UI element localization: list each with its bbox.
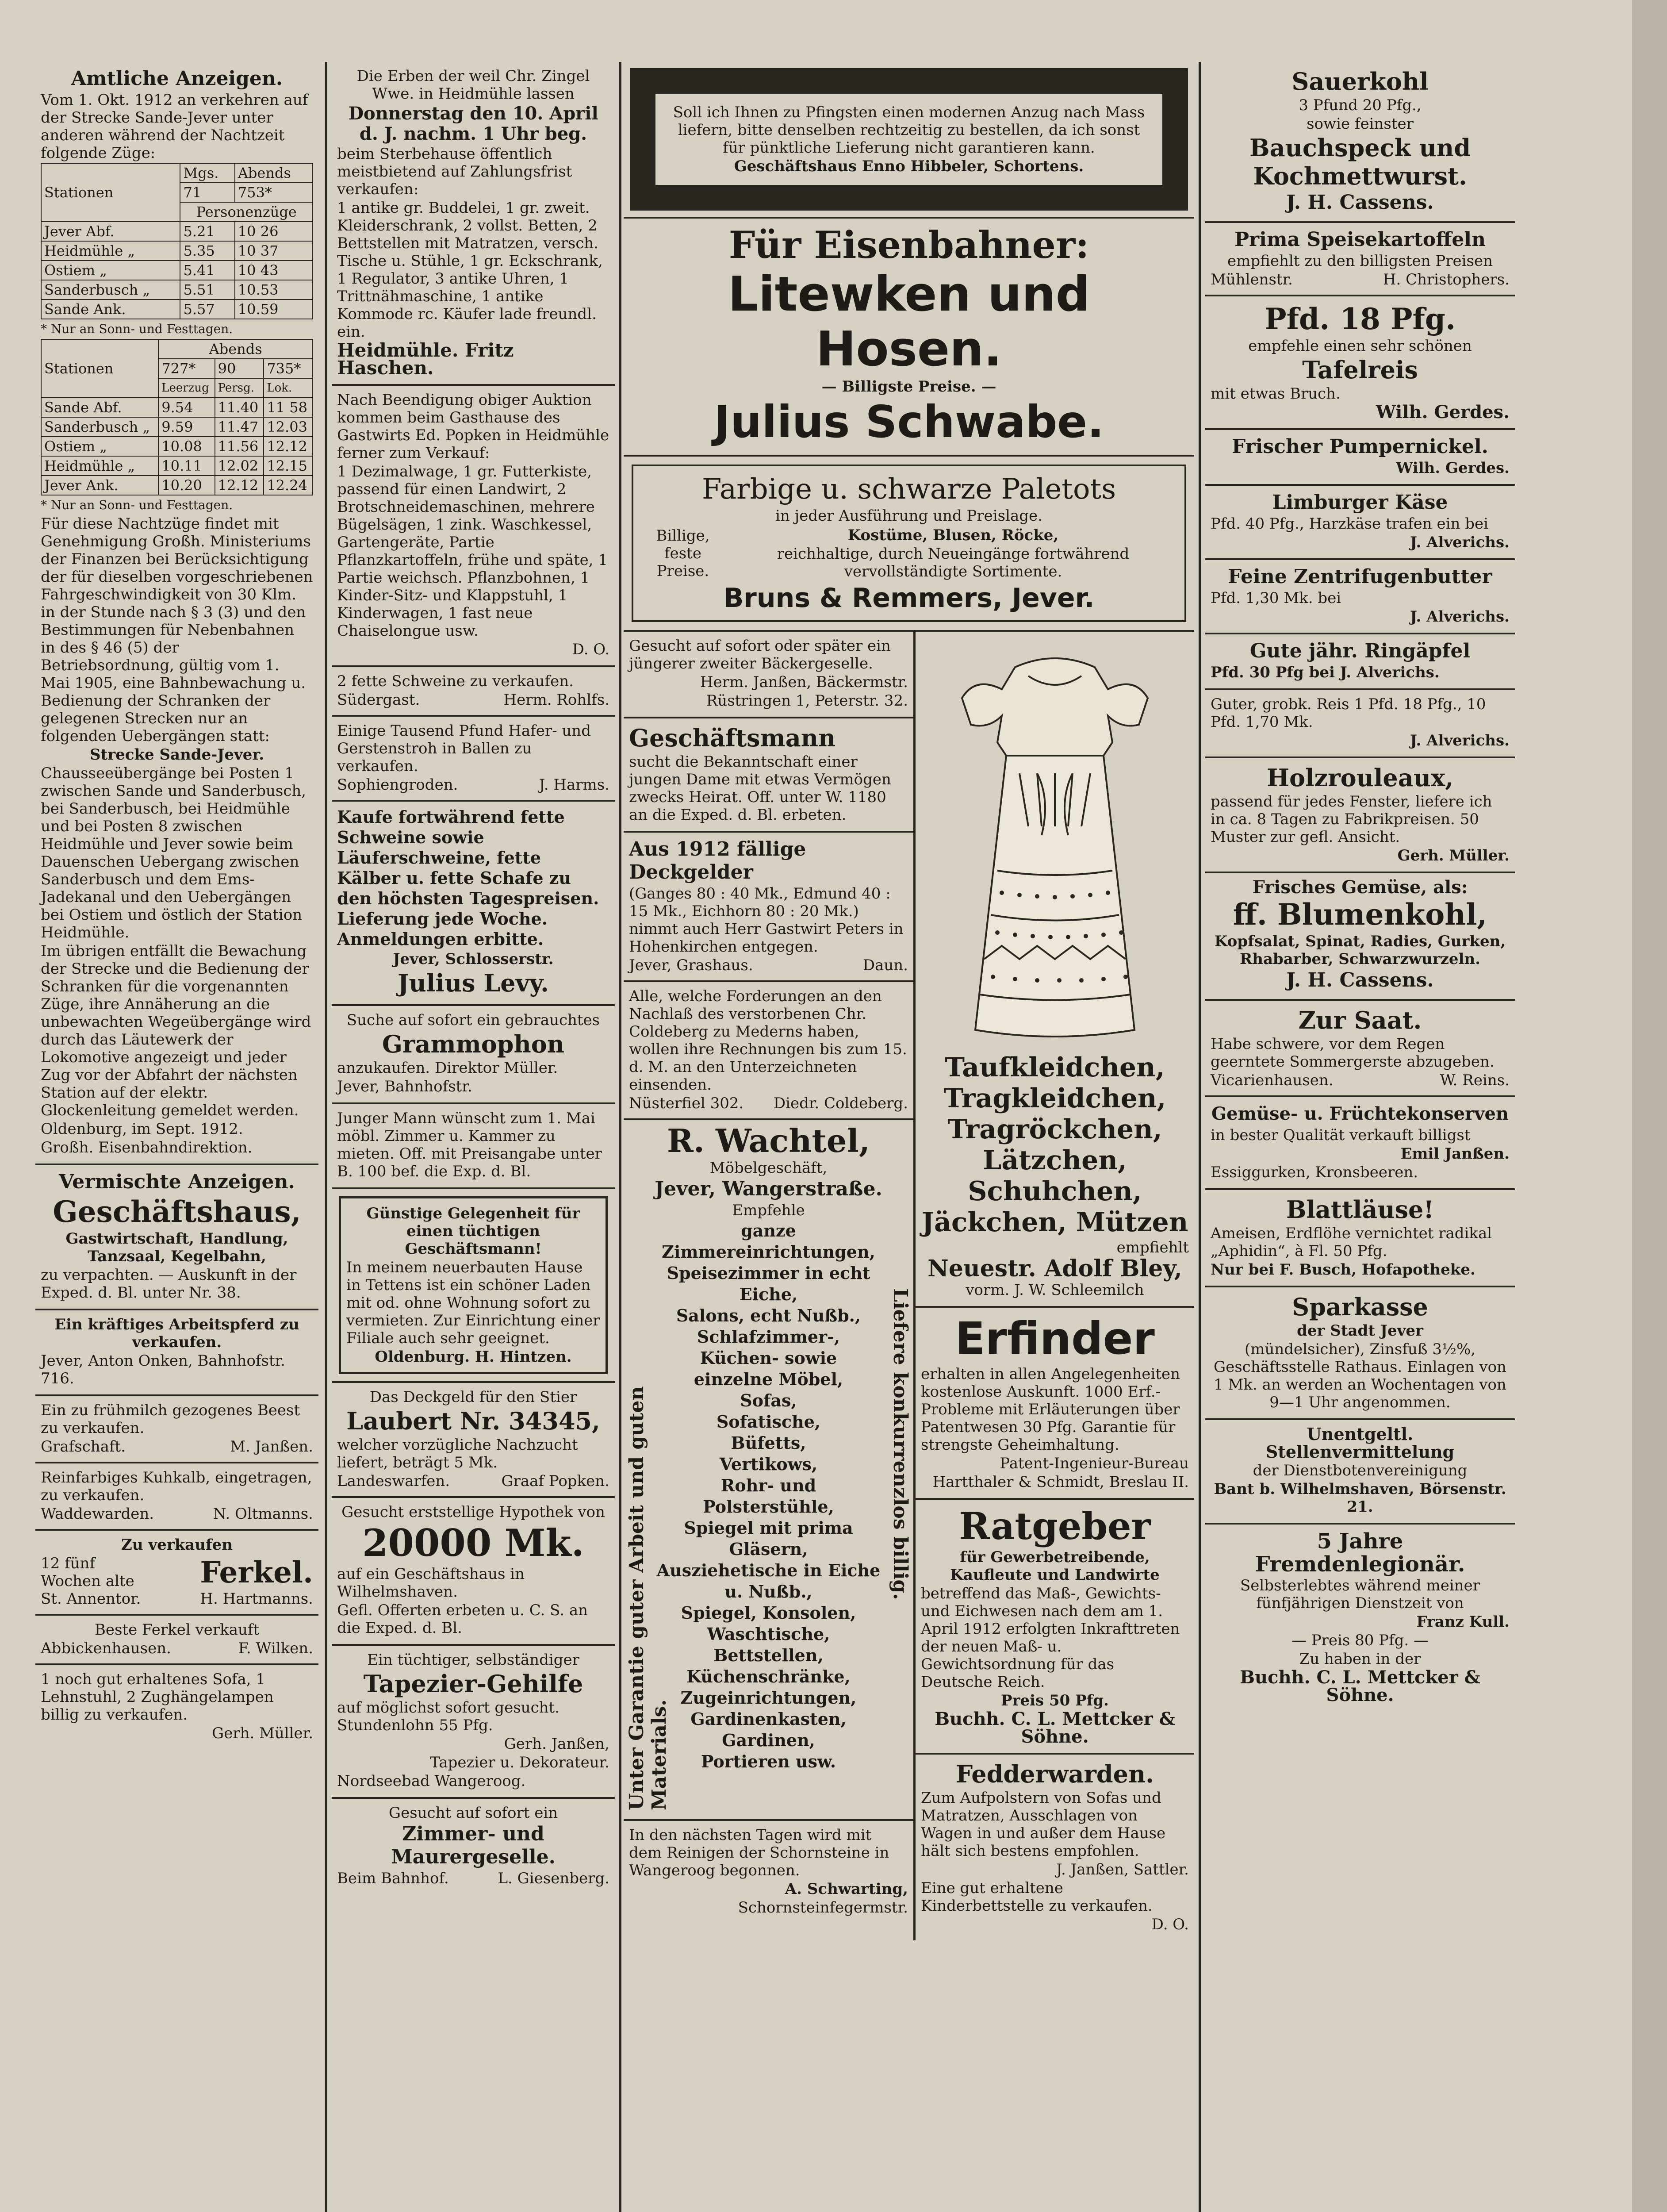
table-note: * Nur an Sonn- und Festtagen. bbox=[41, 322, 233, 336]
ad-title: 5 Jahre Fremdenlegionär. bbox=[1255, 1529, 1465, 1577]
ad-text: Ein zu frühmilch gezogenes Beest zu verkaufen. bbox=[41, 1402, 300, 1437]
ad-estate bbox=[624, 982, 913, 1120]
ad-straw bbox=[332, 717, 615, 802]
ad-pretitle: Ein tüchtiger, selbständiger bbox=[367, 1651, 579, 1669]
ad-butter bbox=[1205, 560, 1515, 634]
ad-title: Bauchspeck und Kochmettwurst. bbox=[1249, 134, 1471, 190]
ad-calf bbox=[35, 1463, 318, 1531]
ad-auction-zingel bbox=[332, 62, 615, 386]
ad-wachtel bbox=[624, 1120, 913, 1821]
ad-place: Waddewarden. bbox=[41, 1505, 154, 1523]
ad-text: Nach Beendigung obiger Auktion kommen beim Gasthause des Gastwirts Ed. Popken in Heidmühle ferner zum Verkauf: bbox=[337, 391, 609, 462]
ad-apple-rings bbox=[1205, 634, 1515, 690]
ad-title: Günstige Gelegenheit für einen tüchtigen Geschäftsmann! bbox=[366, 1205, 580, 1258]
ad-place: Nüsterfiel 302. bbox=[629, 1094, 744, 1112]
table-row: Sanderbusch „ 9.59 11.47 12.03 bbox=[41, 417, 313, 437]
ad-text: Selbsterlebtes während meiner fünfjährigen Dienstzeit von bbox=[1240, 1577, 1480, 1612]
list-item: Sofas, bbox=[740, 1390, 797, 1410]
ad-title: Pfd. 18 Pfg. bbox=[1264, 302, 1456, 336]
ad-place: St. Annentor. bbox=[41, 1590, 141, 1608]
ad-title: Erfinder bbox=[955, 1313, 1155, 1364]
ad-signature: D. O. bbox=[1151, 1916, 1189, 1933]
list-item: Spiegel, Konsolen, bbox=[681, 1603, 856, 1623]
table-row: Jever Ank. 10.20 12.12 12.24 bbox=[41, 476, 313, 495]
christening-dress-illustration bbox=[949, 641, 1161, 1048]
ad-roller-blinds bbox=[1205, 758, 1515, 873]
ad-price: Preis 50 Pfg. bbox=[1001, 1692, 1109, 1709]
ad-savings-bank bbox=[1205, 1287, 1515, 1420]
ad-text: auf möglichst sofort gesucht. Stundenlohn 55 Pfg. bbox=[337, 1699, 559, 1734]
table-row: Sande Ank. 5.57 10.59 bbox=[41, 300, 313, 319]
ad-signature: Herm. Janßen, Bäckermstr. bbox=[700, 673, 908, 691]
ad-text: Essiggurken, Kronsbeeren. bbox=[1211, 1164, 1418, 1181]
ad-text: der Dienstbotenvereinigung bbox=[1253, 1462, 1468, 1479]
ad-title: 20000 Mk. bbox=[362, 1521, 584, 1565]
ad-text: Pfd. 40 Pfg., Harzkäse trafen ein bei bbox=[1211, 515, 1488, 533]
table-row: Sande Abf. 9.54 11.40 11 58 bbox=[41, 398, 313, 417]
ad-signature: Gerh. Janßen, bbox=[504, 1735, 609, 1753]
table-header: 753* bbox=[235, 183, 313, 202]
column-3 bbox=[624, 62, 1194, 1940]
ad-text: Kaufe fortwährend fette Schweine sowie Läuferschweine, fette Kälber u. fette Schafe zu den höchsten Tagespreisen. Lieferung jede Woche. Anmeldungen erbitte. bbox=[337, 807, 599, 949]
table-row: Sanderbusch „ 5.51 10.53 bbox=[41, 280, 313, 300]
ad-title: Gute jähr. Ringäpfel bbox=[1249, 640, 1471, 662]
ad-text: auf ein Geschäftshaus in Wilhelmshaven. bbox=[337, 1565, 525, 1601]
ad-title: Tafelreis bbox=[1302, 356, 1418, 384]
ad-mortgage bbox=[332, 1498, 615, 1646]
list-item: ganze Zimmereinrichtungen, bbox=[662, 1221, 875, 1262]
ad-signature: Oldenburg. H. Hintzen. bbox=[375, 1348, 572, 1366]
ad-signature: F. Wilken. bbox=[238, 1640, 313, 1657]
ad-pretitle: Suche auf sofort ein gebrauchtes bbox=[346, 1011, 600, 1029]
ad-vertical-text: Unter Garantie guter Arbeit und guten Materials. bbox=[625, 1386, 671, 1810]
table-header: Abends bbox=[158, 339, 313, 359]
list-item: Ausziehetische in Eiche u. Nußb., bbox=[656, 1560, 881, 1601]
ad-signature: Wilh. Gerdes. bbox=[1376, 402, 1510, 422]
list-item: Speisezimmer in echt Eiche, bbox=[667, 1263, 870, 1304]
ad-room-wanted bbox=[332, 1104, 615, 1189]
ad-title: Frischer Pumpernickel. bbox=[1232, 435, 1488, 458]
ad-vegetables bbox=[1205, 873, 1515, 1001]
ad-title: Fedderwarden. bbox=[955, 1760, 1154, 1788]
table-header: 735* bbox=[264, 359, 313, 378]
table-header: Stationen bbox=[41, 339, 158, 398]
ad-signature: J. H. Cassens. bbox=[1286, 969, 1434, 991]
ad-coarse-rice bbox=[1205, 690, 1515, 758]
ad-text: Ameisen, Erdflöhe vernichtet radikal „Aphidin“, à Fl. 50 Pfg. bbox=[1211, 1225, 1492, 1260]
ad-signature: J. Alverichs. bbox=[1410, 534, 1510, 551]
ad-pretitle: Gesucht auf sofort ein bbox=[388, 1804, 558, 1822]
ad-upholsterer bbox=[332, 1646, 615, 1799]
table-header: Mgs. bbox=[180, 163, 234, 183]
ad-list: 1 antike gr. Buddelei, 1 gr. zweit. Kleiderschrank, 2 vollst. Betten, 2 Bettstellen mit Matratzen, versch. Tische u. Stühle, 1 gr. Eckschrank, 1 Regulator, 3 antike Uhren, 1 Trittnähmaschine, 1 antike Kommode rc. Käufer lade freundl. ein. bbox=[337, 199, 603, 341]
ad-text: Billige, feste Preise. bbox=[656, 527, 710, 580]
table-header: 90 bbox=[215, 359, 264, 378]
ad-sauerkraut bbox=[1205, 62, 1515, 223]
ad-signature: Neuestr. Adolf Bley, bbox=[927, 1255, 1182, 1282]
column-3-lower bbox=[624, 632, 1194, 1940]
ad-text: 12 fünf Wochen alte bbox=[41, 1555, 134, 1590]
ad-pretitle: Das Deckgeld für den Stier bbox=[369, 1388, 577, 1406]
ad-text: Pfd. 30 Pfg bei J. Alverichs. bbox=[1211, 664, 1440, 681]
ad-place: Landeswarfen. bbox=[337, 1472, 450, 1490]
ad-text: Beste Ferkel verkauft bbox=[94, 1621, 260, 1639]
ad-baker bbox=[624, 632, 913, 718]
table-header: Personenzüge bbox=[180, 202, 313, 222]
ad-subtitle: in jeder Ausführung und Preislage. bbox=[775, 507, 1042, 525]
ad-text: Zum Aufpolstern von Sofas und Matratzen, Ausschlagen von Wagen in und außer dem Hause hält sich bestens empfohlen. bbox=[921, 1789, 1166, 1860]
ad-signature: Nur bei F. Busch, Hofapotheke. bbox=[1211, 1261, 1475, 1279]
ad-levy bbox=[332, 802, 615, 1006]
ad-pretitle: empfiehlt bbox=[1116, 1239, 1189, 1256]
ad-place: Grafschaft. bbox=[41, 1438, 126, 1455]
ad-signature: Julius Schwabe. bbox=[713, 396, 1104, 448]
ad-text: betreffend das Maß-, Gewichts- und Eichwesen nach dem am 1. April 1912 erfolgten Inkrafttreten der neuen Maß- u. Gewichtsordnung für das Deutsche Reich. bbox=[921, 1585, 1180, 1691]
ad-chimney bbox=[624, 1821, 913, 1924]
ad-signature: H. Hartmanns. bbox=[200, 1590, 313, 1608]
ad-title: Ein kräftiges Arbeitspferd zu verkaufen. bbox=[54, 1316, 299, 1351]
ad-hintzen bbox=[332, 1189, 615, 1383]
list-item: Bettstellen, bbox=[713, 1645, 824, 1665]
ad-place: Beim Bahnhof. bbox=[337, 1870, 449, 1887]
ad-signature: Hartthaler & Schmidt, Breslau II. bbox=[932, 1473, 1189, 1491]
ad-text: reichhaltige, durch Neueingänge fortwährend vervollständigte Sortimente. bbox=[777, 545, 1130, 580]
ad-title: Aus 1912 fällige Deckgelder bbox=[629, 838, 806, 883]
ad-subtitle: für Gewerbetreibende, Kaufleute und Landwirte bbox=[950, 1548, 1160, 1584]
ad-foreign-legion bbox=[1205, 1525, 1515, 1711]
ad-signature: Gerh. Müller. bbox=[212, 1724, 313, 1742]
ad-place: Nordseebad Wangeroog. bbox=[337, 1772, 526, 1790]
ad-text: In den nächsten Tagen wird mit dem Reinigen der Schornsteine in Wangeroog begonnen. bbox=[629, 1826, 889, 1879]
ad-pretitle: Empfehle bbox=[732, 1202, 805, 1219]
ad-auction-popken bbox=[332, 386, 615, 667]
table-note: * Nur an Sonn- und Festtagen. bbox=[41, 498, 233, 512]
ad-signature: H. Christophers. bbox=[1383, 271, 1510, 288]
ad-preserves bbox=[1205, 1097, 1515, 1190]
ad-signature: Gerh. Müller. bbox=[1397, 847, 1510, 864]
list-item: Rohr- und Polsterstühle, bbox=[703, 1475, 834, 1517]
misc-ads-heading: Vermischte Anzeigen. bbox=[59, 1171, 295, 1193]
ad-text: empfiehlt zu den billigsten Preisen bbox=[1227, 252, 1493, 270]
ad-schwabe bbox=[624, 219, 1194, 457]
list-item: Taufkleidchen, bbox=[945, 1052, 1165, 1083]
ad-title: Litewken und Hosen. bbox=[728, 267, 1090, 377]
ad-signature: L. Giesenberg. bbox=[498, 1870, 609, 1887]
ad-text: (Ganges 80 : 40 Mk., Edmund 40 : 15 Mk., Eichhorn 80 : 20 Mk.) nimmt auch Herr Gastwirt Peters in Hohenkirchen entgegen. bbox=[629, 885, 904, 956]
ad-date: Donnerstag den 10. April d. J. nachm. 1 Uhr beg. bbox=[348, 103, 598, 144]
ad-signature: Patent-Ingenieur-Bureau bbox=[1000, 1455, 1189, 1472]
ad-piglets bbox=[35, 1531, 318, 1616]
ad-text: beim Sterbehause öffentlich meistbietend auf Zahlungsfrist verkaufen: bbox=[337, 145, 572, 198]
ad-list: 1 Dezimalwage, 1 gr. Futterkiste, passend für einen Landwirt, 2 Brotschneidemaschinen, mehrere Bügelsägen, 1 zink. Waschkessel, Gartengeräte, Partie Pflanzkartoffeln, frühe und späte, 1 Partie weichsch. Pflanzbohnen, 1 Kinder-Sitz- und Klappstuhl, 1 Kinderwagen, 1 fast neue Chaiselongue usw. bbox=[337, 463, 608, 640]
ad-inventor bbox=[916, 1308, 1194, 1500]
ad-title: ff. Blumenkohl, bbox=[1233, 897, 1487, 932]
ad-text: 1 noch gut erhaltenes Sofa, 1 Lehnstuhl, 2 Zughängelampen billig zu verkaufen. bbox=[41, 1671, 274, 1724]
table-header: Abends bbox=[235, 163, 313, 183]
ad-text: sowie feinster bbox=[1307, 115, 1414, 133]
ad-item-list bbox=[655, 1220, 882, 1772]
ad-pretitle: Frisches Gemüse, als: bbox=[1252, 877, 1468, 898]
ad-text: Alle, welche Forderungen an den Nachlaß des verstorbenen Chr. Coldeberg zu Mederns haben, wollen ihre Rechnungen bis zum 15. d. M. an den Unterzeichneten einsenden. bbox=[629, 987, 907, 1094]
ad-signature: J. Alverichs. bbox=[1410, 608, 1510, 626]
ad-subtitle: Gastwirtschaft, Handlung, Tanzsaal, Kegelbahn, bbox=[65, 1230, 288, 1265]
list-item: Büfetts, bbox=[731, 1433, 806, 1453]
ad-signature: Bant b. Wilhelmshaven, Börsenstr. 21. bbox=[1214, 1480, 1506, 1516]
ad-advisor bbox=[916, 1500, 1194, 1755]
ad-signature: J. Janßen, Sattler. bbox=[1056, 1861, 1189, 1878]
list-item: Gardinenkasten, bbox=[690, 1709, 847, 1729]
ad-rice bbox=[1205, 296, 1515, 430]
ad-title: Geschäftshaus, bbox=[53, 1194, 301, 1229]
list-item: Lätzchen, bbox=[983, 1145, 1127, 1176]
ad-signature: J. Harms. bbox=[539, 776, 609, 794]
ad-signature: Heidmühle. Fritz Haschen. bbox=[337, 339, 514, 379]
table-header: 727* bbox=[158, 359, 215, 378]
ad-signature: Schornsteinfegermstr. bbox=[738, 1899, 908, 1916]
ad-text: 3 Pfund 20 Pfg., bbox=[1299, 96, 1422, 114]
ad-text: mit etwas Bruch. bbox=[1211, 385, 1341, 403]
ad-text: welcher vorzügliche Nachzucht liefert, beträgt 5 Mk. bbox=[337, 1436, 578, 1471]
column-3-right bbox=[916, 632, 1194, 1940]
ad-title: Tapezier-Gehilfe bbox=[363, 1670, 583, 1698]
ad-vertical-text: Liefere konkurrenzlos billig. bbox=[889, 1288, 912, 1600]
ad-text: zu verpachten. — Auskunft in der Exped. d. Bl. unter Nr. 38. bbox=[41, 1266, 297, 1302]
ad-sofa bbox=[35, 1665, 318, 1749]
table-row: Ostiem „ 10.08 11.56 12.12 bbox=[41, 437, 313, 456]
ad-bruns bbox=[624, 457, 1194, 632]
ad-title: Grammophon bbox=[382, 1030, 565, 1058]
ad-place: Abbickenhausen. bbox=[41, 1640, 171, 1657]
ad-gramophone bbox=[332, 1006, 615, 1104]
ad-signature: Herm. Rohlfs. bbox=[503, 691, 609, 709]
ad-signature: Graaf Popken. bbox=[501, 1472, 609, 1490]
column-2 bbox=[332, 62, 615, 1893]
list-item: einzelne Möbel, bbox=[694, 1369, 843, 1389]
ad-text: Kopfsalat, Spinat, Radies, Gurken, Rhabarber, Schwarzwurzeln. bbox=[1214, 933, 1506, 968]
ad-text: passend für jedes Fenster, liefere ich in ca. 8 Tagen zu Fabrikpreisen. 50 Muster zur gefl. Ansicht. bbox=[1211, 793, 1492, 846]
ad-signature: Bruns & Remmers, Jever. bbox=[723, 583, 1095, 614]
ad-title: Prima Speisekartoffeln bbox=[1234, 228, 1486, 251]
ad-place: Vicarienhausen. bbox=[1211, 1071, 1334, 1089]
list-item: Waschtische, bbox=[707, 1624, 830, 1644]
ad-cow bbox=[35, 1396, 318, 1463]
official-notices-signature: Großh. Eisenbahndirektion. bbox=[41, 1139, 253, 1156]
ad-bley bbox=[916, 632, 1194, 1308]
ad-text: Guter, grobk. Reis 1 Pfd. 18 Pfg., 10 Pfd. 1,70 Mk. bbox=[1211, 695, 1486, 731]
official-notices-heading: Amtliche Anzeigen. bbox=[71, 67, 283, 90]
ad-text: Die Erben der weil Chr. Zingel Wwe. in Heidmühle lassen bbox=[356, 67, 590, 103]
ad-text: Gesucht auf sofort oder später ein jüngerer zweiter Bäckergeselle. bbox=[629, 637, 891, 672]
ad-pretitle: Gesucht erststellige Hypothek von bbox=[341, 1503, 605, 1521]
ad-text: Eine gut erhaltene Kinderbettstelle zu verkaufen. bbox=[921, 1879, 1153, 1915]
table-header: Stationen bbox=[41, 163, 180, 222]
column-3-left bbox=[624, 632, 916, 1940]
official-notices-subheading: Strecke Sande-Jever. bbox=[89, 746, 264, 764]
ad-stud-fees bbox=[624, 833, 913, 982]
table-row: Ostiem „ 5.41 10 43 bbox=[41, 261, 313, 280]
ad-signature: Buchh. C. L. Mettcker & Söhne. bbox=[935, 1709, 1175, 1747]
ad-text: (mündelsicher), Zinsfuß 3½%, Geschäftsstelle Rathaus. Einlagen von 1 Mk. an werden an Wochentagen von 9—1 Uhr angenommen. bbox=[1214, 1340, 1506, 1411]
ad-subtitle: der Stadt Jever bbox=[1297, 1322, 1423, 1340]
page-edge bbox=[1632, 0, 1667, 2212]
ad-signature: Daun. bbox=[862, 956, 908, 974]
ad-seed bbox=[1205, 1001, 1515, 1097]
ad-signature: D. O. bbox=[572, 641, 609, 658]
ad-pumpernickel bbox=[1205, 430, 1515, 486]
ad-signature: Wilh. Gerdes. bbox=[1396, 459, 1510, 477]
list-item: Küchenschränke, bbox=[686, 1667, 851, 1686]
list-item: Tragkleidchen, bbox=[943, 1083, 1166, 1114]
ad-potatoes bbox=[1205, 223, 1515, 296]
ad-text: Soll ich Ihnen zu Pfingsten einen modernen Anzug nach Mass liefern, bitte denselben rechtzeitig zu bestellen, da ich sonst für pünktliche Lieferung nicht garantieren kann. bbox=[673, 104, 1145, 157]
ad-cheese bbox=[1205, 486, 1515, 560]
column-rule bbox=[1199, 62, 1201, 2212]
ad-text: Einige Tausend Pfund Hafer- und Gerstenstroh in Ballen zu verkaufen. bbox=[337, 722, 591, 775]
ad-text: 2 fette Schweine zu verkaufen. bbox=[337, 672, 574, 690]
ad-title: Blattläuse! bbox=[1286, 1195, 1434, 1224]
list-item: Zugeinrichtungen, bbox=[680, 1688, 857, 1708]
ad-title: R. Wachtel, bbox=[667, 1122, 870, 1160]
ad-title: Zimmer- und Maurergeselle. bbox=[391, 1823, 556, 1868]
ad-signature: J. Alverichs. bbox=[1410, 732, 1510, 749]
ad-title: Sauerkohl bbox=[1291, 67, 1429, 96]
ad-text: Habe schwere, vor dem Regen geerntete Sommergerste abzugeben. bbox=[1211, 1035, 1495, 1071]
ad-signature: J. H. Cassens. bbox=[1286, 191, 1434, 214]
ad-text: Pfd. 1,30 Mk. bei bbox=[1211, 589, 1341, 607]
ad-title: Julius Levy. bbox=[398, 969, 549, 997]
ad-text: In meinem neuerbauten Hause in Tettens ist ein schöner Laden mit od. ohne Wohnung sofort zu vermieten. Zur Einrichtung einer Filiale auch sehr geeignet. bbox=[346, 1259, 600, 1347]
ad-place: Jever, Grashaus. bbox=[629, 956, 753, 974]
ad-title: Unentgeltl. Stellenvermittelung bbox=[1265, 1424, 1455, 1462]
ad-text: Zu haben in der bbox=[1299, 1650, 1421, 1668]
ad-signature: A. Schwarting, bbox=[785, 1880, 908, 1898]
ad-signature: Diedr. Coldeberg. bbox=[773, 1094, 908, 1112]
ad-signature: Emil Janßen. bbox=[1400, 1145, 1510, 1163]
ad-subtitle: Möbelgeschäft, bbox=[709, 1159, 828, 1177]
ad-title: Für Eisenbahner: bbox=[728, 223, 1089, 267]
list-item: Jäckchen, Mützen bbox=[921, 1207, 1188, 1238]
column-4 bbox=[1205, 62, 1515, 1711]
ad-title: Feine Zentrifugenbutter bbox=[1228, 565, 1492, 588]
ad-item-list bbox=[921, 1052, 1189, 1238]
ad-text: empfehle einen sehr schönen bbox=[1248, 337, 1472, 355]
official-notices bbox=[35, 62, 318, 1165]
column-rule bbox=[619, 62, 621, 2212]
ad-title: Ferkel. bbox=[200, 1555, 313, 1590]
list-item: Schlafzimmer-, bbox=[697, 1327, 840, 1347]
timetable-1 bbox=[41, 163, 313, 319]
ad-place: Mühlenstr. bbox=[1211, 271, 1293, 288]
ad-job-agency bbox=[1205, 1420, 1515, 1525]
ad-title: Farbige u. schwarze Paletots bbox=[701, 473, 1116, 506]
ad-signature: Jever, Anton Onken, Bahnhofstr. 716. bbox=[41, 1352, 285, 1387]
list-item: Gardinen, bbox=[722, 1730, 815, 1750]
list-item: Tragröckchen, bbox=[947, 1114, 1162, 1145]
ad-title: Gemüse- u. Früchtekonserven bbox=[1211, 1103, 1509, 1124]
ad-pigs bbox=[332, 667, 615, 717]
ad-title: Geschäftsmann bbox=[629, 724, 836, 752]
ad-title: Laubert Nr. 34345, bbox=[346, 1407, 600, 1435]
ad-aphids bbox=[1205, 1190, 1515, 1287]
list-item: Vertikows, bbox=[719, 1454, 818, 1474]
timetable-2 bbox=[41, 339, 313, 495]
official-notices-body: Im übrigen entfällt die Bewachung der Strecke und die Bedienung der Schranken für die vorgenannten Züge, ihre Annäherung an die unbewachten Wegeübergänge wird durch das Läutewerk der Lokomotive angezeigt und jeder Zug vor der Abfahrt der nächsten Station auf der elektr. Glockenleitung gemeldet werden. bbox=[41, 942, 311, 1119]
official-notices-intro: Vom 1. Okt. 1912 an verkehren auf der Strecke Sande-Jever unter anderen während der Nachtzeit folgende Züge: bbox=[41, 91, 308, 162]
official-notices-body: Für diese Nachtzüge findet mit Genehmigung Großh. Ministeriums der Finanzen bei Berücksichtigung der für dieselben vorgeschriebenen Fahrgeschwindigkeit von 30 Klm. in der Stunde nach § 3 (3) und den Bestimmungen für Nebenbahnen in des § 46 (5) der Betriebsordnung, gültig vom 1. Mai 1905, eine Bahnbewachung u. Bedienung der Schranken der gelegenen Strecken nur an folgenden Uebergängen statt: bbox=[41, 515, 313, 745]
ad-title: Holzrouleaux, bbox=[1266, 764, 1454, 792]
list-item: Küchen- sowie bbox=[700, 1348, 837, 1368]
ad-businessman bbox=[624, 718, 913, 833]
ad-place: Jever, Wangerstraße. bbox=[655, 1178, 882, 1200]
ad-piglets-2 bbox=[35, 1616, 318, 1665]
ad-signature: Rüstringen 1, Peterstr. 32. bbox=[706, 692, 908, 710]
table-row: Jever Abf. 5.21 10 26 bbox=[41, 222, 313, 241]
ad-title: Limburger Käse bbox=[1272, 491, 1448, 514]
ad-text: in bester Qualität verkauft billigst bbox=[1211, 1126, 1471, 1144]
list-item: Salons, echt Nußb., bbox=[676, 1306, 861, 1325]
ad-signature: M. Janßen. bbox=[230, 1438, 313, 1455]
ad-fedderwarden bbox=[916, 1755, 1194, 1940]
ad-subtitle: — Billigste Preise. — bbox=[821, 378, 996, 396]
official-notices-signature: Oldenburg, im Sept. 1912. bbox=[41, 1120, 243, 1138]
ad-mason bbox=[332, 1799, 615, 1893]
table-row: Heidmühle „ 5.35 10 37 bbox=[41, 241, 313, 261]
ad-title: Sparkasse bbox=[1292, 1293, 1428, 1321]
list-item: Schuhchen, bbox=[968, 1176, 1142, 1207]
misc-ads-section bbox=[35, 1165, 318, 1310]
ad-text: anzukaufen. Direktor Müller. bbox=[337, 1059, 558, 1077]
ad-place: Sophiengroden. bbox=[337, 776, 458, 794]
ad-pretitle: Zu verkaufen bbox=[121, 1536, 233, 1554]
ad-subtitle: vorm. J. W. Schleemilch bbox=[966, 1281, 1144, 1299]
ad-signature: N. Oltmanns. bbox=[213, 1505, 313, 1523]
ad-price: — Preis 80 Pfg. — bbox=[1291, 1632, 1429, 1649]
column-1 bbox=[35, 62, 318, 1749]
ad-place: Jever, Schlosserstr. bbox=[393, 950, 554, 968]
ad-text: Reinfarbiges Kuhkalb, eingetragen, zu verkaufen. bbox=[41, 1469, 312, 1504]
table-row: Heidmühle „ 10.11 12.02 12.15 bbox=[41, 456, 313, 476]
ad-place: Jever, Bahnhofstr. bbox=[337, 1078, 472, 1095]
ad-text: Junger Mann wünscht zum 1. Mai möbl. Zimmer u. Kammer zu mieten. Off. mit Preisangabe unter B. 100 bef. die Exp. d. Bl. bbox=[337, 1110, 602, 1180]
ad-title: Ratgeber bbox=[959, 1504, 1151, 1548]
ad-signature: Geschäftshaus Enno Hibbeler, Schortens. bbox=[734, 157, 1084, 175]
official-notices-body: Chausseeübergänge bei Posten 1 zwischen Sande und Sanderbusch, bei Sanderbusch, bei Heidmühle und bei Posten 8 zwischen Heidmühle und Jever sowie beim Dauenschen Uebergang zwischen Sanderbusch und dem Ems-Jadekanal und den Uebergängen bei Ostiem und östlich der Station Heidmühle. bbox=[41, 764, 307, 941]
ad-text: Kostüme, Blusen, Röcke, bbox=[847, 526, 1059, 544]
ad-signature: Franz Kull. bbox=[1416, 1613, 1510, 1631]
ad-signature: Buchh. C. L. Mettcker & Söhne. bbox=[1240, 1667, 1480, 1705]
table-header: Leerzug bbox=[158, 378, 215, 398]
ad-place: Südergast. bbox=[337, 691, 420, 709]
list-item: Spiegel mit prima Gläsern, bbox=[684, 1518, 853, 1559]
table-header: Persg. bbox=[215, 378, 264, 398]
table-header: 71 bbox=[180, 183, 234, 202]
ad-bull bbox=[332, 1383, 615, 1498]
ad-text: erhalten in allen Angelegenheiten kostenlose Auskunft. 1000 Erf.-Probleme mit Erläuterungen über Patentwesen 30 Pfg. Garantie für strengste Geheimhaltung. bbox=[921, 1365, 1180, 1454]
ad-signature: W. Reins. bbox=[1440, 1071, 1510, 1089]
list-item: Portieren usw. bbox=[701, 1751, 836, 1771]
ad-signature: Tapezier u. Dekorateur. bbox=[430, 1754, 609, 1771]
table-header: Lok. bbox=[264, 378, 313, 398]
ad-workhorse bbox=[35, 1310, 318, 1396]
ad-text: sucht die Bekanntschaft einer jungen Dame mit etwas Vermögen zwecks Heirat. Off. unter W. 1180 an die Exped. d. Bl. erbeten. bbox=[629, 753, 891, 824]
ad-text: Gefl. Offerten erbeten u. C. S. an die Exped. d. Bl. bbox=[337, 1601, 588, 1637]
ad-hibbeler bbox=[624, 62, 1194, 219]
ad-title: Zur Saat. bbox=[1298, 1006, 1422, 1034]
list-item: Sofatische, bbox=[716, 1412, 821, 1432]
column-rule bbox=[325, 62, 327, 2212]
